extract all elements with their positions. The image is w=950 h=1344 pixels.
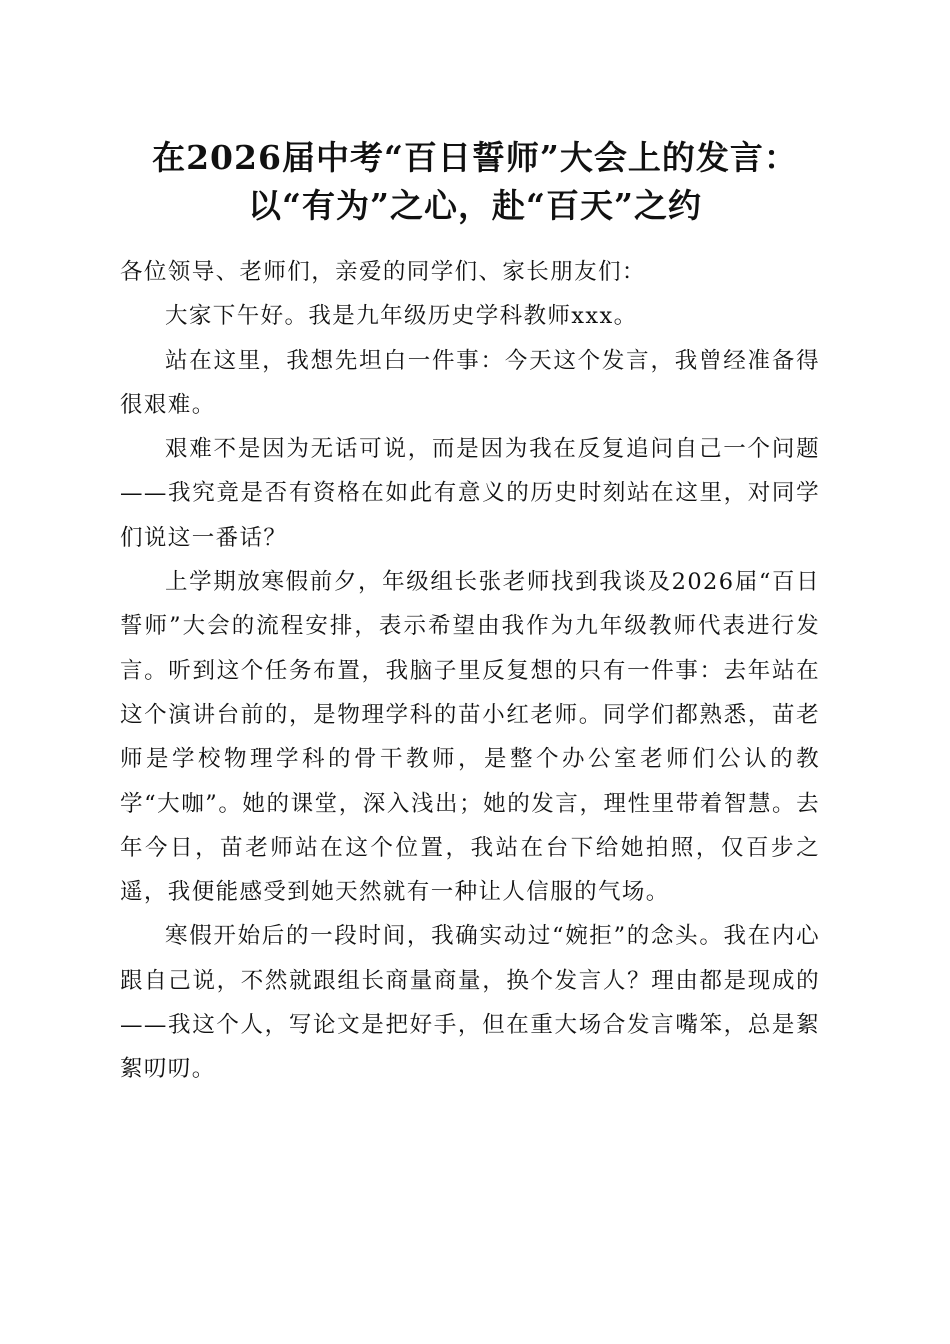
paragraph-difficulty: 艰难不是因为无话可说，而是因为我在反复追问自己一个问题——我究竟是否有资格在如此有意义的历史时刻站在这里，对同学们说这一番话？: [120, 436, 820, 551]
paragraph-confession: 站在这里，我想先坦白一件事：今天这个发言，我曾经准备得很艰难。: [120, 347, 820, 418]
title-line-1: 在2026届中考“百日誓师”大会上的发言：: [152, 138, 798, 177]
salutation: 各位领导、老师们，亲爱的同学们、家长朋友们：: [120, 259, 646, 285]
paragraph-assignment: 上学期放寒假前夕，年级组长张老师找到我谈及2026届“百日誓师”大会的流程安排，表示希望由我作为九年级教师代表进行发言。听到这个任务布置，我脑子里反复想的只有一件事：去年站在这个演讲台前的，是物理学科的苗小红老师。同学们都熟悉，苗老师是学校物理学科的骨干教师，是整个办公室老师们公认的教学“大咖”。她的课堂，深入浅出；她的发言，理性里带着智慧。去年今日，苗老师站在这个位置，我站在台下给她拍照，仅百步之遥，我便能感受到她天然就有一种让人信服的气场。: [120, 569, 820, 906]
paragraph-greeting: 大家下午好。我是九年级历史学科教师xxx。: [165, 303, 638, 330]
document-body: [120, 250, 820, 1092]
title-line-2: 以“有为”之心，赴“百天”之约: [248, 186, 702, 225]
document-title: [100, 134, 850, 230]
paragraph-hesitation: 寒假开始后的一段时间，我确实动过“婉拒”的念头。我在内心跟自己说，不然就跟组长商量商量，换个发言人？理由都是现成的——我这个人，写论文是把好手，但在重大场合发言嘴笨，总是絮絮叨叨。: [120, 923, 820, 1083]
